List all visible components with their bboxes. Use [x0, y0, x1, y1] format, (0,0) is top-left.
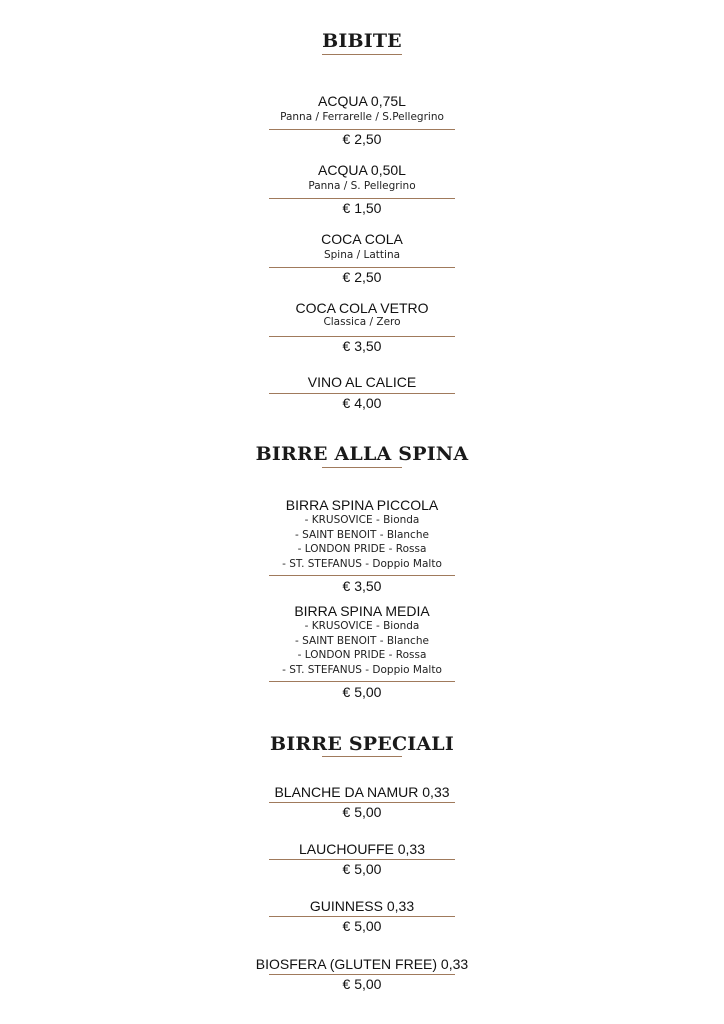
item-name: ACQUA 0,75L	[318, 93, 406, 109]
item-price: € 5,00	[342, 684, 382, 700]
item-description: Classica / Zero	[323, 316, 401, 328]
section-title-underline	[322, 756, 402, 757]
item-description: Panna / Ferrarelle / S.Pellegrino	[280, 111, 444, 123]
section-title-birre-speciali: BIRRE SPECIALI	[270, 733, 454, 755]
item-price: € 5,00	[342, 861, 382, 877]
item-divider	[269, 267, 455, 268]
item-description-line: - SAINT BENOIT - Blanche	[295, 635, 429, 647]
item-name: ACQUA 0,50L	[318, 162, 406, 178]
section-title-birre-alla-spina: BIRRE ALLA SPINA	[255, 443, 469, 465]
item-price: € 3,50	[342, 338, 382, 354]
item-divider	[269, 859, 455, 860]
item-divider	[269, 916, 455, 917]
item-price: € 2,50	[342, 131, 382, 147]
item-divider	[269, 802, 455, 803]
item-name: BIRRA SPINA MEDIA	[294, 603, 430, 619]
item-name: BLANCHE DA NAMUR 0,33	[274, 784, 450, 800]
item-divider	[269, 575, 455, 576]
item-name: COCA COLA VETRO	[295, 300, 429, 316]
section-title-underline	[322, 467, 402, 468]
item-price: € 1,50	[342, 200, 382, 216]
item-price: € 5,00	[342, 918, 382, 934]
item-price: € 4,00	[342, 395, 382, 411]
item-description-line: - ST. STEFANUS - Doppio Malto	[282, 558, 442, 570]
item-divider	[269, 393, 455, 394]
item-divider	[269, 198, 455, 199]
item-divider	[269, 681, 455, 682]
item-name: COCA COLA	[321, 231, 403, 247]
item-name: GUINNESS 0,33	[309, 898, 415, 914]
item-description-line: - LONDON PRIDE - Rossa	[297, 649, 427, 661]
item-description: Panna / S. Pellegrino	[308, 180, 416, 192]
item-price: € 5,00	[342, 804, 382, 820]
item-divider	[269, 129, 455, 130]
item-divider	[269, 974, 455, 975]
item-name: BIRRA SPINA PICCOLA	[285, 497, 439, 513]
item-price: € 2,50	[342, 269, 382, 285]
item-description-line: - KRUSOVICE - Bionda	[304, 514, 420, 526]
item-description: Spina / Lattina	[323, 249, 401, 261]
section-title-bibite: BIBITE	[322, 30, 402, 52]
item-description-line: - LONDON PRIDE - Rossa	[297, 543, 427, 555]
item-name: VINO AL CALICE	[307, 374, 417, 390]
item-price: € 3,50	[342, 578, 382, 594]
item-price: € 5,00	[342, 976, 382, 992]
item-description-line: - KRUSOVICE - Bionda	[304, 620, 420, 632]
item-description-line: - ST. STEFANUS - Doppio Malto	[282, 664, 442, 676]
item-name: LAUCHOUFFE 0,33	[298, 841, 426, 857]
section-title-underline	[322, 54, 402, 55]
item-description-line: - SAINT BENOIT - Blanche	[295, 529, 429, 541]
item-divider	[269, 336, 455, 337]
item-name: BIOSFERA (GLUTEN FREE) 0,33	[255, 956, 469, 972]
